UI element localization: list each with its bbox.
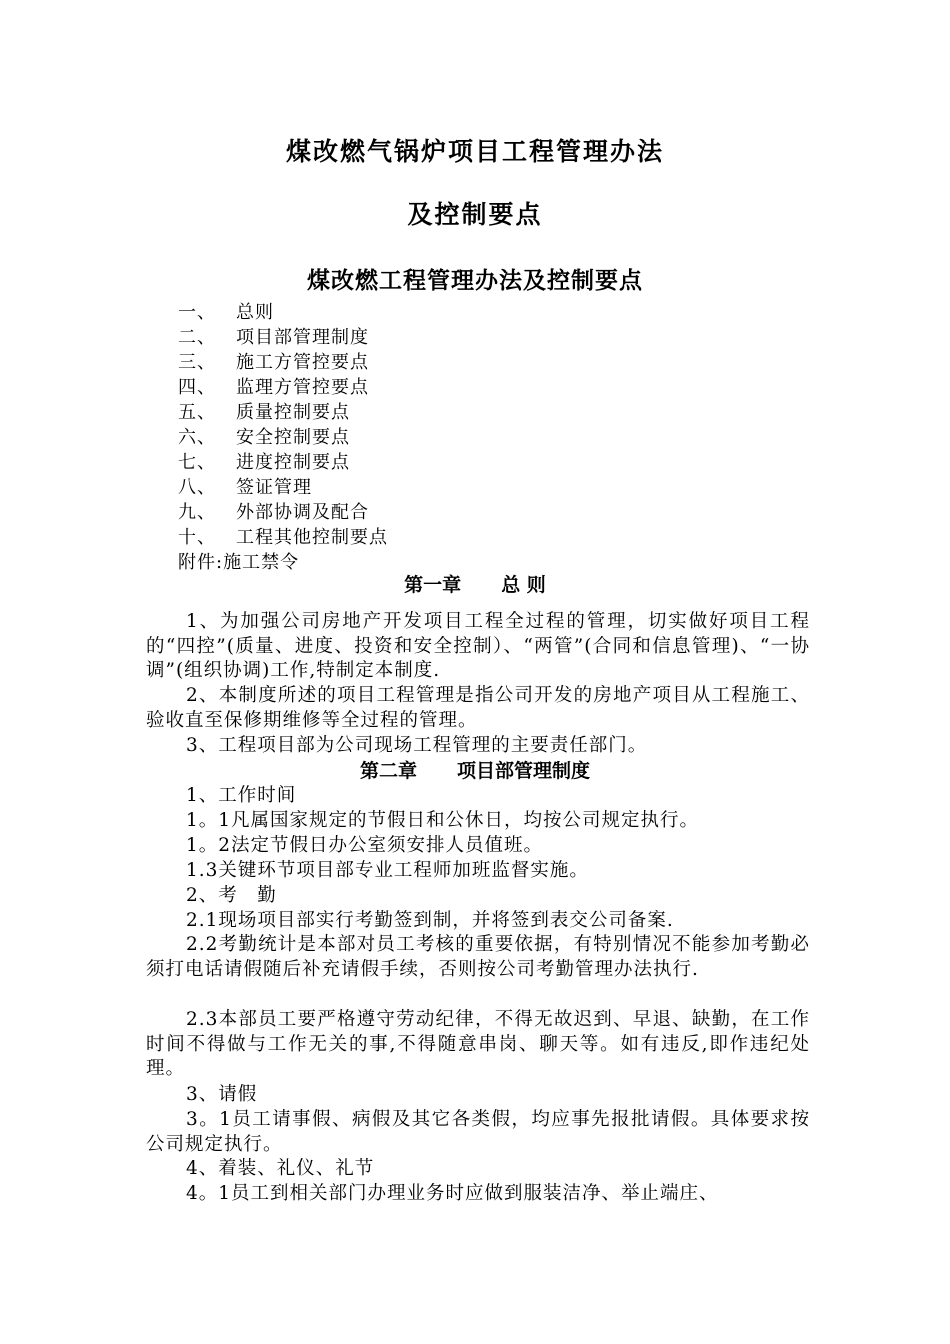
toc-item [178,325,388,350]
toc-item [178,375,388,400]
chapter-title: 总 则 [501,574,546,596]
chapter-heading [0,759,950,784]
toc-item [178,525,388,550]
toc-item [178,350,388,375]
toc-appendix: 附件:施工禁令 [178,552,300,573]
paragraph: 1。1凡属国家规定的节假日和公休日，均按公司规定执行。 [186,810,700,831]
toc-item [178,400,388,425]
paragraph: 2、本制度所述的项目工程管理是指公司开发的房地产项目从工程施工、验收直至保修期维修等全过程的管理。 [146,685,810,731]
chapter-heading [0,573,950,598]
paragraph: 4。1员工到相关部门办理业务时应做到服装洁净、举止端庄、 [186,1183,719,1204]
paragraph: 1、为加强公司房地产开发项目工程全过程的管理，切实做好项目工程的“四控”(质量、进度、投资和安全控制）、“两管”(合同和信息管理)、“一协调”(组织协调)工作,特制定本制度. [146,611,810,681]
section-heading: 2、考 勤 [186,885,277,906]
toc-item-label: 总则 [236,302,274,323]
toc-item [178,475,388,500]
toc-item-label: 监理方管控要点 [236,377,369,398]
document-title-line2: 及控制要点 [407,200,543,229]
paragraph: 3、工程项目部为公司现场工程管理的主要责任部门。 [186,735,648,756]
toc-item-number: 一、 [178,302,216,323]
paragraph: 3。1员工请事假、病假及其它各类假，均应事先报批请假。具体要求按公司规定执行。 [146,1109,810,1155]
chapter-number: 第二章 [359,760,417,782]
toc-item-label: 施工方管控要点 [236,352,369,373]
toc-item-number: 五、 [178,402,216,423]
toc-item-number: 九、 [178,502,216,523]
table-of-contents [178,300,388,575]
document-subtitle: 煤改燃工程管理办法及控制要点 [307,267,643,294]
toc-item-number: 七、 [178,452,216,473]
toc-item-number: 二、 [178,327,216,348]
toc-item-label: 项目部管理制度 [236,327,369,348]
paragraph: 2.3本部员工要严格遵守劳动纪律，不得无故迟到、早退、缺勤，在工作时间不得做与工作无关的事,不得随意串岗、聊天等。如有违反,即作违纪处理。 [146,1009,810,1079]
paragraph: 1。2法定节假日办公室须安排人员值班。 [186,835,544,856]
paragraph: 2.1现场项目部实行考勤签到制，并将签到表交公司备案. [186,910,674,931]
chapter-title: 项目部管理制度 [457,760,591,782]
toc-item-number: 三、 [178,352,216,373]
toc-item-number: 八、 [178,477,216,498]
section-heading: 4、着装、礼仪、礼节 [186,1158,375,1179]
toc-item-label: 外部协调及配合 [236,502,369,523]
toc-item-number: 四、 [178,377,216,398]
toc-item-number: 十、 [178,527,216,548]
toc-item-label: 工程其他控制要点 [236,527,388,548]
toc-item [178,500,388,525]
chapter-number: 第一章 [404,574,462,596]
toc-item [178,450,388,475]
section-heading: 1、工作时间 [186,785,297,806]
toc-item [178,425,388,450]
paragraph: 1.3关键环节项目部专业工程师加班监督实施。 [186,860,589,881]
toc-item-label: 质量控制要点 [236,402,350,423]
toc-item [178,300,388,325]
toc-item-label: 签证管理 [236,477,312,498]
document-title: 煤改燃气锅炉项目工程管理办法 [285,137,664,166]
paragraph: 2.2考勤统计是本部对员工考核的重要依据，有特别情况不能参加考勤必须打电话请假随后补充请假手续，否则按公司考勤管理办法执行. [146,934,810,980]
toc-item-label: 安全控制要点 [236,427,350,448]
toc-item-label: 进度控制要点 [236,452,350,473]
toc-item-number: 六、 [178,427,216,448]
section-heading: 3、请假 [186,1084,258,1105]
